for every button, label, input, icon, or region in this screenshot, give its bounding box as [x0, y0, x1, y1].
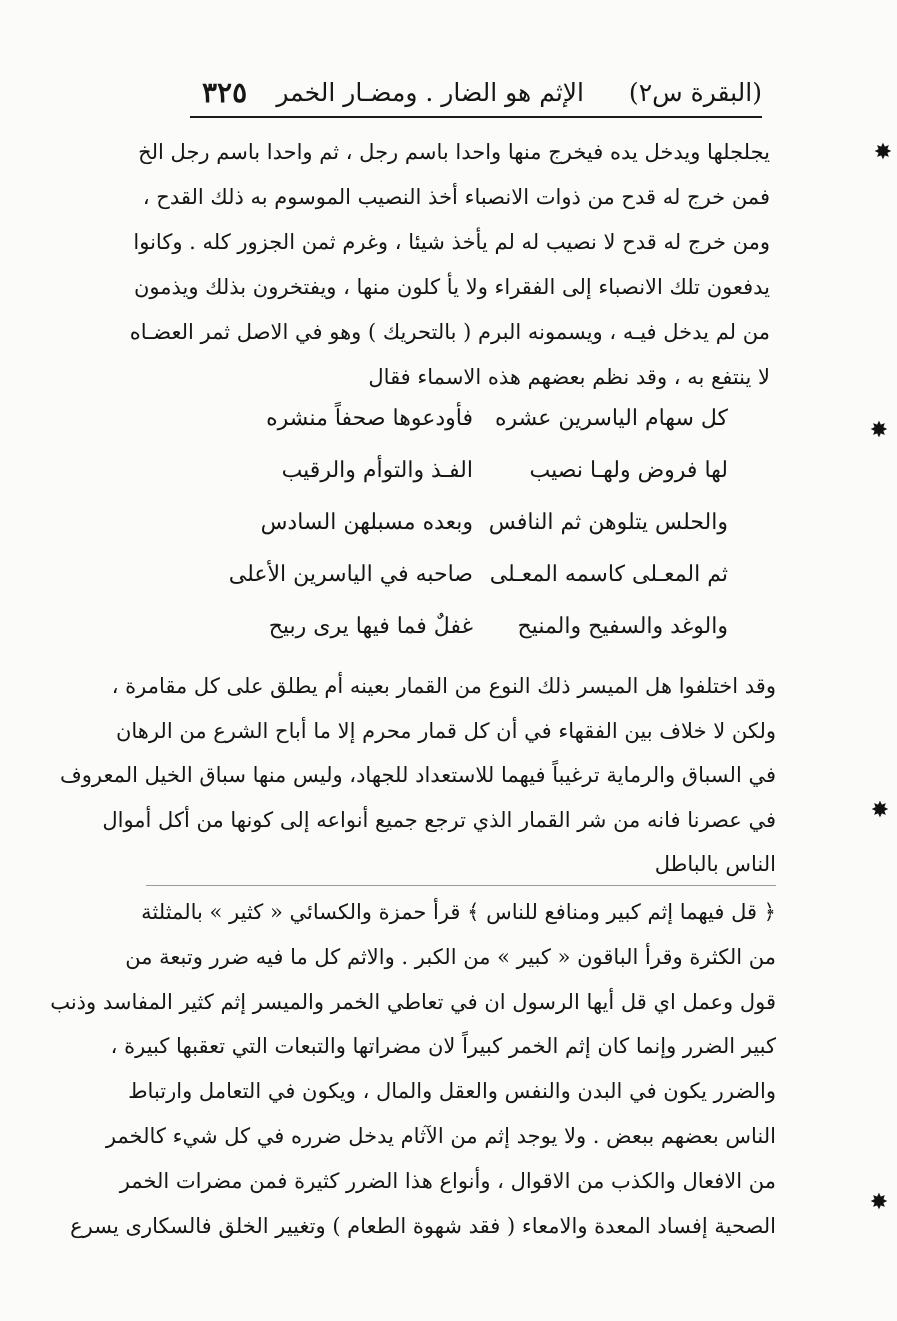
verse-second-hemistich: غفلٌ فما فيها يرى ربيح: [268, 614, 473, 639]
text-line: يجلجلها ويدخل يده فيخرج منها واحدا باسم رجل ، ثم واحدا باسم رجل الخ: [138, 140, 770, 164]
verse-first-hemistich: والحلس يتلوهن ثم النافس: [488, 510, 728, 535]
verse-first-hemistich: لها فروض ولهـا نصيب: [529, 458, 728, 483]
page-header: [190, 72, 762, 118]
text-line: يدفعون تلك الانصباء إلى الفقراء ولا يأ كلون منها ، ويفتخرون بذلك ويذمون: [133, 275, 770, 299]
text-line: ولكن لا خلاف بين الفقهاء في أن كل قمار محرم إلا ما أباح الشرع من الرهان: [115, 718, 776, 743]
text-line: في السباق والرماية ترغيباً فيهما للاستعداد للجهاد، وليس منها سباق الخيل المعروف: [59, 763, 776, 788]
text-line: في عصرنا فانه من شر القمار الذي ترجع جميع أنواعه إلى كونها من أكل أموال: [102, 807, 776, 832]
text-line: الناس بعضهم ببعض . ولا يوجد إثم من الآثام يدخل ضرره في كل شيء كالخمر: [105, 1123, 776, 1148]
paragraph-gambling-ruling: [59, 664, 776, 887]
verse: [228, 458, 728, 510]
text-line: ﴿ قل فيهما إثم كبير ومنافع للناس ﴾ قرأ حمزة والكسائي « كثير » بالمثلثة: [141, 900, 776, 924]
verse: [228, 510, 728, 562]
text-line: الناس بالباطل: [654, 852, 776, 877]
verse-first-hemistich: والوغد والسفيح والمنيح: [517, 614, 728, 639]
text-line: والضرر يكون في البدن والنفس والعقل والمال ، ويكون في التعامل وارتباط: [128, 1079, 776, 1104]
paragraph-maysir-description: [129, 130, 770, 400]
text-line: من الكثرة وقرأ الباقون « كبير » من الكبر . والاثم كل ما فيه ضرر وتبعة من: [125, 944, 776, 969]
text-line: الصحية إفساد المعدة والامعاء ( فقد شهوة الطعام ) وتغيير الخلق فالسكارى يسرع: [70, 1213, 776, 1238]
star-mark-icon: ✸: [873, 140, 893, 165]
verse: [228, 562, 728, 614]
section-divider: [146, 885, 776, 886]
verse-second-hemistich: فأودعوها صحفاً منشره: [266, 406, 473, 431]
verse-second-hemistich: وبعده مسبلهن السادس: [260, 510, 473, 535]
running-title: الإثم هو الضار . ومضـار الخمر: [276, 78, 584, 107]
verse-second-hemistich: صاحبه في الياسرين الأعلى: [228, 562, 473, 587]
text-line: وقد اختلفوا هل الميسر ذلك النوع من القمار بعينه أم يطلق على كل مقامرة ،: [111, 674, 776, 698]
verse: [228, 406, 728, 458]
verse-first-hemistich: كل سهام الياسرين عشره: [494, 406, 728, 431]
text-line: ومن خرج له قدح لا نصيب له لم يأخذ شيئا ، وغرم ثمن الجزور كله . وكانوا: [133, 230, 770, 254]
star-mark-icon: ✸: [869, 418, 889, 443]
verse: [228, 614, 728, 666]
paragraph-verse-commentary: [50, 890, 776, 1248]
text-line: من لم يدخل فيـه ، ويسمونه البرم ( بالتحريك ) وهو في الاصل ثمر العضـاه: [129, 320, 770, 344]
star-mark-icon: ✸: [869, 1190, 889, 1215]
page-number: ٣٢٥: [202, 76, 248, 109]
star-mark-icon: ✸: [870, 798, 890, 823]
poem-verses: [228, 406, 728, 666]
verse-second-hemistich: الفـذ والتوأم والرقيب: [281, 458, 473, 483]
text-line: كبير الضرر وإنما كان إثم الخمر كبيراً لان مضراتها والتبعات التي تعقبها كبيرة ،: [110, 1034, 776, 1059]
surah-reference: (البقرة س٢): [628, 78, 762, 107]
text-line: من الافعال والكذب من الاقوال ، وأنواع هذا الضرر كثيرة فمن مضرات الخمر: [119, 1168, 776, 1193]
text-line: لا ينتفع به ، وقد نظم بعضهم هذه الاسماء فقال: [368, 365, 770, 389]
verse-first-hemistich: ثم المعـلى كاسمه المعـلى: [489, 562, 728, 587]
text-line: قول وعمل اي قل أيها الرسول ان في تعاطي الخمر والميسر إثم كثير المفاسد وذنب: [50, 989, 776, 1014]
text-line: فمن خرج له قدح من ذوات الانصباء أخذ النصيب الموسوم به ذلك القدح ،: [142, 185, 770, 209]
